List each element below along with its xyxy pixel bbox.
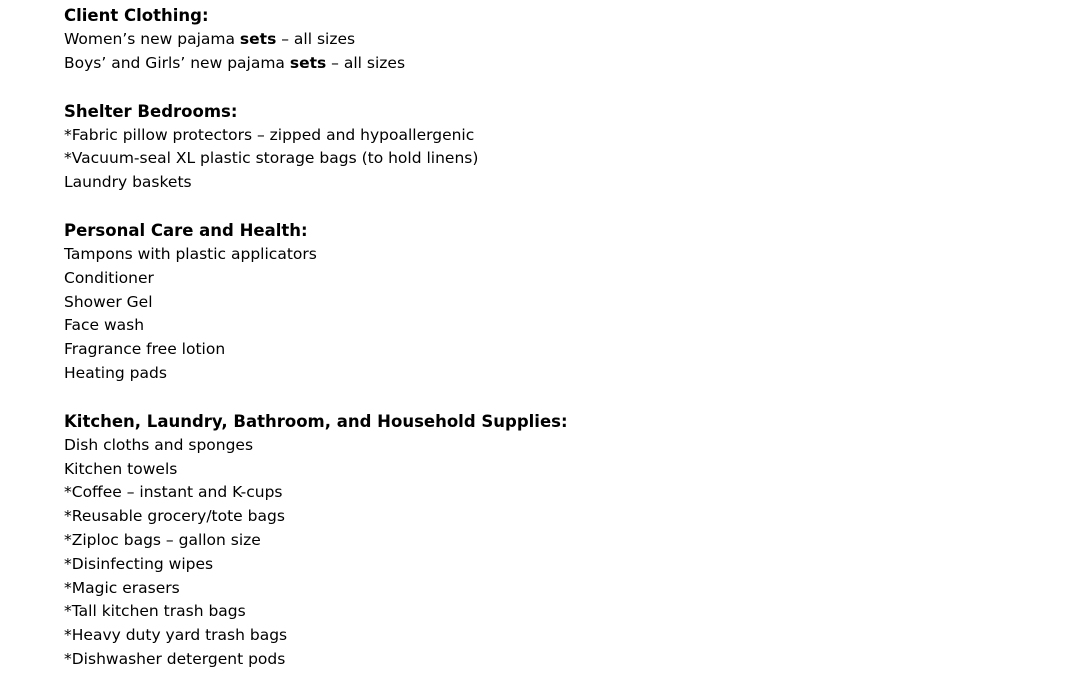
list-item: Laundry baskets [64,173,192,192]
item-emphasis: sets [289,53,327,72]
list-item: Heating pads [64,363,167,382]
section-household-supplies [64,410,1024,672]
list-item: Shower Gel [64,292,153,311]
item-text: Boys’ and Girls’ new pajama [64,53,290,72]
list-item: *Reusable grocery/tote bags [64,507,285,526]
section-personal-care [64,219,1024,386]
section-heading: Shelter Bedrooms: [64,101,238,121]
section-heading: Client Clothing: [64,6,209,25]
list-item [64,52,1024,76]
item-text: – all sizes [276,30,356,48]
list-item: *Dishwasher detergent pods [64,649,286,668]
list-item [64,28,1024,52]
item-text: Women’s new pajama [64,30,240,48]
list-item: Fragrance free lotion [64,340,226,359]
section-client-clothing [64,4,1024,76]
list-item: *Coffee – instant and K-cups [64,483,283,502]
list-item: *Fabric pillow protectors – zipped and hypoallergenic [64,125,475,144]
list-item: Dish cloths and sponges [64,435,254,454]
list-item: Kitchen towels [64,459,178,478]
list-item: *Tall kitchen trash bags [64,602,246,621]
list-item: Tampons with plastic applicators [64,244,317,263]
donation-list-document [64,4,1024,672]
list-item: Face wash [64,316,145,335]
section-shelter-bedrooms [64,100,1024,195]
list-item: *Magic erasers [64,578,180,597]
item-emphasis: sets [239,30,277,48]
section-heading: Personal Care and Health: [64,220,308,240]
list-item: Conditioner [64,268,154,287]
list-item: *Heavy duty yard trash bags [64,626,288,645]
list-item: *Disinfecting wipes [64,554,214,573]
section-heading: Kitchen, Laundry, Bathroom, and Household Supplies: [64,411,568,431]
list-item: *Vacuum-seal XL plastic storage bags (to hold linens) [64,149,479,168]
list-item: *Ziploc bags – gallon size [64,530,261,549]
item-text: – all sizes [326,53,406,72]
